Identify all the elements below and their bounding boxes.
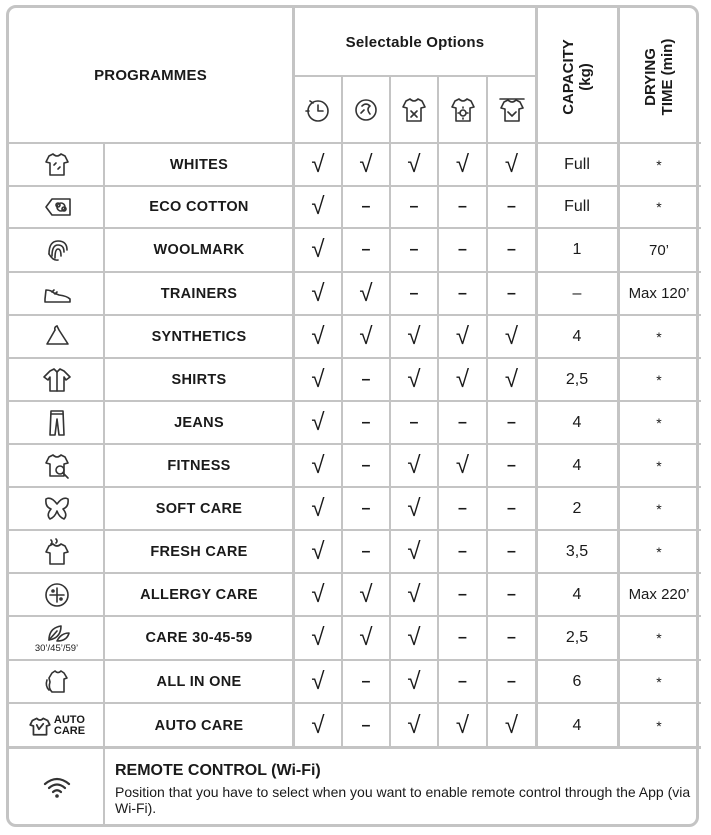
row-divider (8, 314, 701, 316)
option-available-mark: √ (359, 150, 373, 178)
option-unavailable-mark: – (507, 456, 516, 474)
option-available-mark: √ (407, 494, 421, 522)
option-available-mark: √ (504, 365, 519, 393)
option-available-mark: √ (311, 580, 325, 608)
programme-name-trainers: TRAINERS (160, 285, 238, 302)
option-unavailable-mark: – (507, 499, 516, 517)
option-available-mark: √ (359, 322, 373, 350)
drying-time-value: * (656, 414, 662, 431)
row-divider (8, 227, 701, 229)
dry-icon[interactable] (487, 76, 536, 143)
option-available-mark: √ (407, 150, 421, 178)
row-divider (8, 486, 701, 488)
row-divider (8, 529, 701, 531)
option-unavailable-mark: – (458, 542, 467, 560)
row-divider (8, 659, 701, 661)
quick-wash-icon[interactable] (342, 76, 390, 143)
option-available-mark: √ (311, 279, 325, 307)
programme-name-auto-care: AUTO CARE (154, 717, 244, 734)
capacity-value: 2,5 (565, 370, 589, 388)
option-unavailable-mark: – (458, 672, 467, 690)
column-divider (341, 76, 343, 748)
option-available-mark: √ (311, 494, 325, 522)
capacity-value: 4 (572, 716, 582, 734)
auto-care-caption-top: AUTO (53, 713, 85, 726)
option-available-mark: √ (455, 451, 470, 479)
option-available-mark: √ (407, 451, 421, 479)
option-unavailable-mark: – (409, 284, 419, 302)
option-unavailable-mark: – (361, 370, 371, 388)
option-available-mark: √ (407, 667, 421, 695)
option-available-mark: √ (311, 322, 325, 350)
option-available-mark: √ (311, 408, 325, 436)
option-available-mark: √ (311, 537, 325, 565)
jeans-icon (9, 401, 104, 444)
option-available-mark: √ (359, 279, 373, 307)
programme-name-eco-cotton: ECO COTTON (149, 199, 249, 215)
shirt-icon (9, 358, 104, 401)
option-unavailable-mark: – (361, 499, 371, 517)
selectable-options-header: Selectable Options (345, 33, 485, 51)
capacity-value: 2,5 (565, 629, 589, 646)
option-unavailable-mark: – (507, 413, 516, 431)
remote-control-title: REMOTE CONTROL (Wi-Fi) (115, 762, 321, 779)
option-available-mark: √ (311, 711, 325, 739)
capacity-value: 6 (572, 672, 582, 690)
synthetics-icon (9, 315, 104, 358)
option-available-mark: √ (407, 365, 421, 393)
eco-cotton-tag-icon (9, 186, 104, 228)
option-available-mark: √ (311, 624, 325, 651)
drying-time-value: * (656, 199, 662, 215)
option-available-mark: √ (455, 322, 470, 350)
auto-care-icon (9, 703, 104, 748)
programme-name-jeans: JEANS (174, 414, 224, 431)
programmes-header: PROGRAMMES (94, 67, 207, 84)
row-divider (8, 572, 701, 574)
auto-care-caption (54, 715, 85, 737)
programme-name-soft-care: SOFT CARE (155, 500, 243, 517)
capacity-value: 4 (572, 413, 582, 431)
drying-time-value: * (656, 630, 662, 646)
option-unavailable-mark: – (361, 542, 371, 560)
options-divider (294, 75, 536, 77)
option-available-mark: √ (407, 711, 421, 739)
option-available-mark: √ (455, 711, 470, 739)
remote-control-description: Position that you have to select when you want to enable remote control through the App (via Wi-Fi). (115, 784, 691, 816)
drying-time-value: * (656, 500, 662, 517)
capacity-value: 4 (572, 327, 582, 345)
whites-shirt-icon (9, 143, 104, 186)
column-divider (389, 76, 391, 748)
option-available-mark: √ (359, 580, 373, 608)
drying-label: DRYING (642, 48, 659, 106)
care-time-caption: 30’/45’/59’ (34, 643, 79, 654)
option-unavailable-mark: – (361, 241, 371, 258)
programme-name-care-30-45-59: CARE 30-45-59 (145, 630, 253, 646)
option-available-mark: √ (311, 193, 325, 220)
option-unavailable-mark: – (458, 629, 467, 646)
option-available-mark: √ (359, 624, 373, 651)
row-divider (8, 185, 701, 187)
option-unavailable-mark: – (458, 198, 467, 215)
option-unavailable-mark: – (507, 629, 516, 646)
capacity-value: Full (564, 155, 590, 173)
stain-care-icon[interactable] (390, 76, 438, 143)
option-unavailable-mark: – (507, 542, 516, 560)
programme-name-whites: WHITES (169, 156, 229, 173)
woolmark-icon (9, 228, 104, 272)
fitness-icon (9, 444, 104, 487)
programme-name-fresh-care: FRESH CARE (150, 543, 248, 560)
option-available-mark: √ (407, 624, 421, 651)
column-divider (617, 8, 620, 748)
option-unavailable-mark: – (507, 284, 516, 302)
drying-time-value: * (656, 328, 662, 345)
drying-time-value: Max 120’ (628, 285, 690, 302)
auto-care-caption-bottom: CARE (53, 724, 86, 737)
butterfly-icon (9, 487, 104, 530)
capacity-value: 4 (572, 585, 582, 603)
option-available-mark: √ (407, 580, 421, 608)
option-unavailable-mark: – (409, 198, 419, 215)
programme-name-synthetics: SYNTHETICS (151, 328, 247, 345)
row-divider (8, 357, 701, 359)
option-unavailable-mark: – (507, 672, 516, 690)
all-in-one-icon (9, 660, 104, 703)
drying-time-value: * (656, 457, 662, 474)
drying-unit: TIME (min) (659, 38, 676, 116)
option-available-mark: √ (504, 150, 519, 178)
option-unavailable-mark: – (458, 241, 467, 258)
capacity-value: 4 (572, 456, 582, 474)
option-unavailable-mark: – (458, 413, 467, 431)
option-unavailable-mark: – (458, 284, 467, 302)
drying-time-value: Max 220’ (628, 586, 690, 603)
column-divider (486, 76, 488, 748)
option-available-mark: √ (311, 451, 325, 479)
row-divider (8, 615, 701, 617)
drying-time-value: * (656, 371, 662, 388)
row-divider (8, 443, 701, 445)
option-unavailable-mark: – (458, 499, 467, 517)
capacity-value: 1 (572, 241, 582, 258)
option-available-mark: √ (504, 322, 519, 350)
row-divider (8, 400, 701, 402)
option-unavailable-mark: – (458, 585, 467, 603)
option-available-mark: √ (311, 365, 325, 393)
trainers-shoe-icon (9, 272, 104, 315)
column-divider (103, 143, 105, 748)
drying-time-value: * (656, 673, 662, 690)
timer-delay-icon[interactable] (294, 76, 342, 143)
option-unavailable-mark: – (409, 413, 419, 431)
capacity-unit: (kg) (577, 63, 594, 91)
option-unavailable-mark: – (361, 716, 371, 734)
option-unavailable-mark: – (361, 413, 371, 431)
row-divider (8, 702, 701, 704)
drying-time-value: * (656, 543, 662, 560)
capacity-header (560, 13, 594, 141)
option-unavailable-mark: – (361, 672, 371, 690)
programme-name-all-in-one: ALL IN ONE (156, 673, 242, 690)
row-divider (8, 142, 701, 144)
programme-name-woolmark: WOOLMARK (153, 242, 245, 258)
option-available-mark: √ (455, 150, 470, 178)
option-unavailable-mark: – (361, 198, 371, 215)
option-unavailable-mark: – (507, 585, 516, 603)
capacity-label: CAPACITY (560, 39, 577, 115)
column-divider (437, 76, 439, 748)
capacity-value: 3,5 (565, 542, 589, 560)
programme-name-fitness: FITNESS (167, 457, 231, 474)
row-divider (8, 271, 701, 273)
option-available-mark: √ (311, 236, 325, 263)
option-unavailable-mark: – (507, 241, 516, 258)
leaf-icon (9, 616, 104, 660)
drying-time-header (642, 13, 676, 141)
column-divider (292, 8, 295, 748)
programme-name-allergy-care: ALLERGY CARE (140, 586, 258, 603)
drying-time-value: 70’ (648, 241, 670, 259)
option-unavailable-mark: – (507, 198, 516, 215)
fresh-care-icon (9, 530, 104, 573)
option-unavailable-mark: – (409, 241, 419, 258)
drying-time-value: * (656, 156, 662, 173)
option-available-mark: √ (407, 537, 421, 565)
option-available-mark: √ (407, 322, 421, 350)
option-available-mark: √ (311, 667, 325, 695)
row-divider (8, 746, 701, 749)
drying-time-value: * (656, 717, 662, 734)
column-divider (535, 8, 538, 748)
option-available-mark: √ (504, 711, 519, 739)
capacity-value: – (572, 284, 582, 302)
steam-icon[interactable] (438, 76, 487, 143)
capacity-value: 2 (572, 499, 582, 517)
capacity-value: Full (564, 198, 590, 215)
wifi-icon (9, 748, 104, 826)
option-available-mark: √ (311, 150, 325, 178)
option-unavailable-mark: – (361, 456, 371, 474)
programme-name-shirts: SHIRTS (171, 371, 227, 388)
option-available-mark: √ (455, 365, 470, 393)
allergy-care-icon (9, 573, 104, 616)
